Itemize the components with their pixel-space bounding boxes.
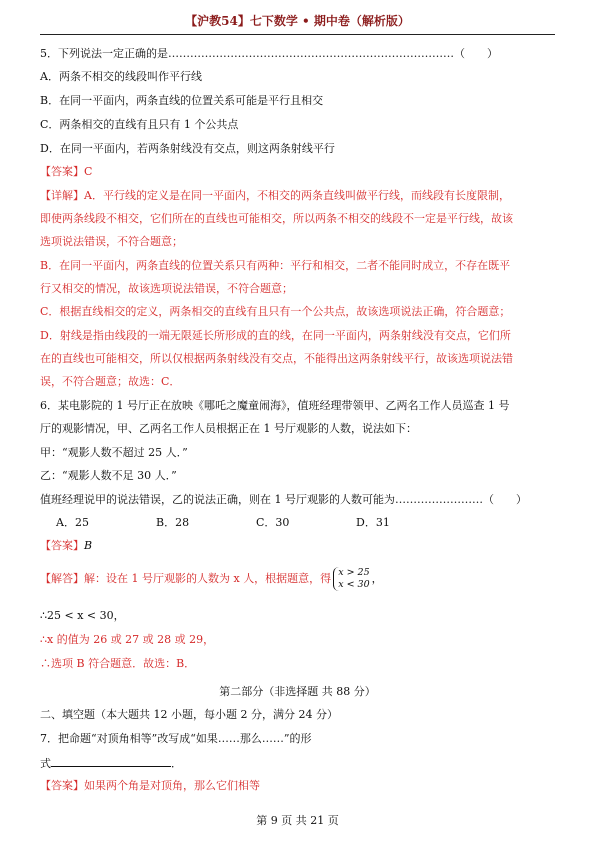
page-footer: 第 9 页 共 21 页 — [256, 814, 339, 827]
q6-option-a: A．25 — [56, 516, 89, 529]
q5-explain-8: 在的直线也可能相交，所以仅根据两条射线没有交点，不能得出这两条射线平行，故该选项说法错 — [40, 352, 513, 365]
page-header: 【沪教54】七下数学 • 期中卷（解析版） — [185, 14, 410, 28]
q7-blank-line — [40, 755, 555, 772]
q6-answer — [40, 538, 555, 554]
q7-answer — [40, 778, 555, 794]
q5-explain-4: B．在同一平面内，两条直线的位置关系只有两种：平行和相交，二者不能同时成立，不存在既平 — [40, 259, 511, 272]
q5-option-c: C．两条相交的直线有且只有 1 个公共点 — [40, 118, 239, 131]
q6-solve-text: 解：设在 1 号厅观影的人数为 x 人，根据题意，得 — [84, 572, 332, 585]
section-heading: 二、填空题（本大题共 12 小题，每小题 2 分，满分 24 分） — [40, 708, 338, 721]
q5-option-a: A．两条不相交的线段叫作平行线 — [40, 70, 202, 83]
q6-step-2: ∴x 的值为 26 或 27 或 28 或 29， — [40, 633, 215, 646]
header-divider — [40, 34, 555, 35]
q7-answer-text: 如果两个角是对顶角，那么它们相等 — [84, 779, 260, 792]
q6-answer-label: 【答案】 — [40, 539, 84, 552]
q5-explain-5: 行又相交的情况，故该选项说法错误，不符合题意； — [40, 282, 293, 295]
q7-cont-tail: ． — [171, 757, 182, 770]
q5-explain-9: 误，不符合题意；故选：C． — [40, 375, 181, 388]
q6-stem-3: 甲：“观影人数不超过 25 人．” — [40, 446, 188, 459]
q6-option-d: D．31 — [356, 516, 390, 529]
q5-explain-3: 选项说法错误，不符合题意； — [40, 235, 183, 248]
q6-option-c: C．30 — [256, 516, 290, 529]
q6-stem-5: 值班经理说甲的说法错误，乙的说法正确，则在 1 号厅观影的人数可能为……………………（ ） — [40, 493, 527, 506]
q6-system-line-1: x > 25 — [338, 567, 370, 578]
q6-stem-1: 6．某电影院的 1 号厅正在放映《哪吒之魔童闹海》，值班经理带领甲、乙两名工作人员巡查 1 号 — [40, 399, 510, 412]
q5-answer-label: 【答案】 — [40, 165, 84, 178]
q5-explain-1 — [40, 188, 555, 204]
q5-explain-7: D．射线是指由线段的一端无限延长所形成的直的线，在同一平面内，两条射线没有交点，它们所 — [40, 329, 511, 342]
q5-option-b: B．在同一平面内，两条直线的位置关系可能是平行且相交 — [40, 94, 324, 107]
q5-explain-2: 即使两条线段不相交，它们所在的直线也可能相交，所以两条不相交的线段不一定是平行线，故该 — [40, 212, 513, 225]
q5-explain-6: C．根据直线相交的定义，两条相交的直线有且只有一个公共点，故该选项说法正确，符合题意； — [40, 305, 511, 318]
q7-answer-blank[interactable] — [51, 755, 171, 767]
part2-title: 第二部分（非选择题 共 88 分） — [219, 685, 376, 698]
q6-system-tail: ， — [371, 572, 383, 585]
q6-option-b: B．28 — [156, 516, 190, 529]
q7-cont: 式 — [40, 757, 51, 770]
q5-stem: 5．下列说法一定正确的是……………………………………………………………………（ ） — [40, 47, 498, 60]
q6-solve-label: 【解答】 — [40, 572, 84, 585]
q5-option-d: D．在同一平面内，若两条射线没有交点，则这两条射线平行 — [40, 142, 335, 155]
q7-stem: 7．把命题“对顶角相等”改写成“如果……那么……”的形 — [40, 732, 312, 745]
q6-system-line-2: x < 30 — [338, 579, 370, 590]
q5-answer — [40, 164, 555, 180]
q5-explain-text-1: A．平行线的定义是在同一平面内，不相交的两条直线叫做平行线，而线段有长度限制， — [84, 189, 510, 202]
q7-answer-label: 【答案】 — [40, 779, 84, 792]
q6-answer-value: B — [84, 539, 93, 552]
q6-step-3: ∴选项 B 符合题意．故选：B． — [40, 657, 196, 670]
q6-stem-4: 乙：“观影人数不足 30 人．” — [40, 469, 177, 482]
q6-solution — [40, 566, 555, 592]
q6-stem-2: 厅的观影情况，甲、乙两名工作人员根据正在 1 号厅观影的人数，说法如下： — [40, 422, 417, 435]
q5-explain-label: 【详解】 — [40, 189, 84, 202]
q6-inequality-system — [333, 567, 369, 591]
q6-step-1: ∴25 < x < 30， — [40, 609, 125, 622]
q6-options — [56, 515, 571, 531]
q5-answer-value: C — [84, 165, 93, 178]
